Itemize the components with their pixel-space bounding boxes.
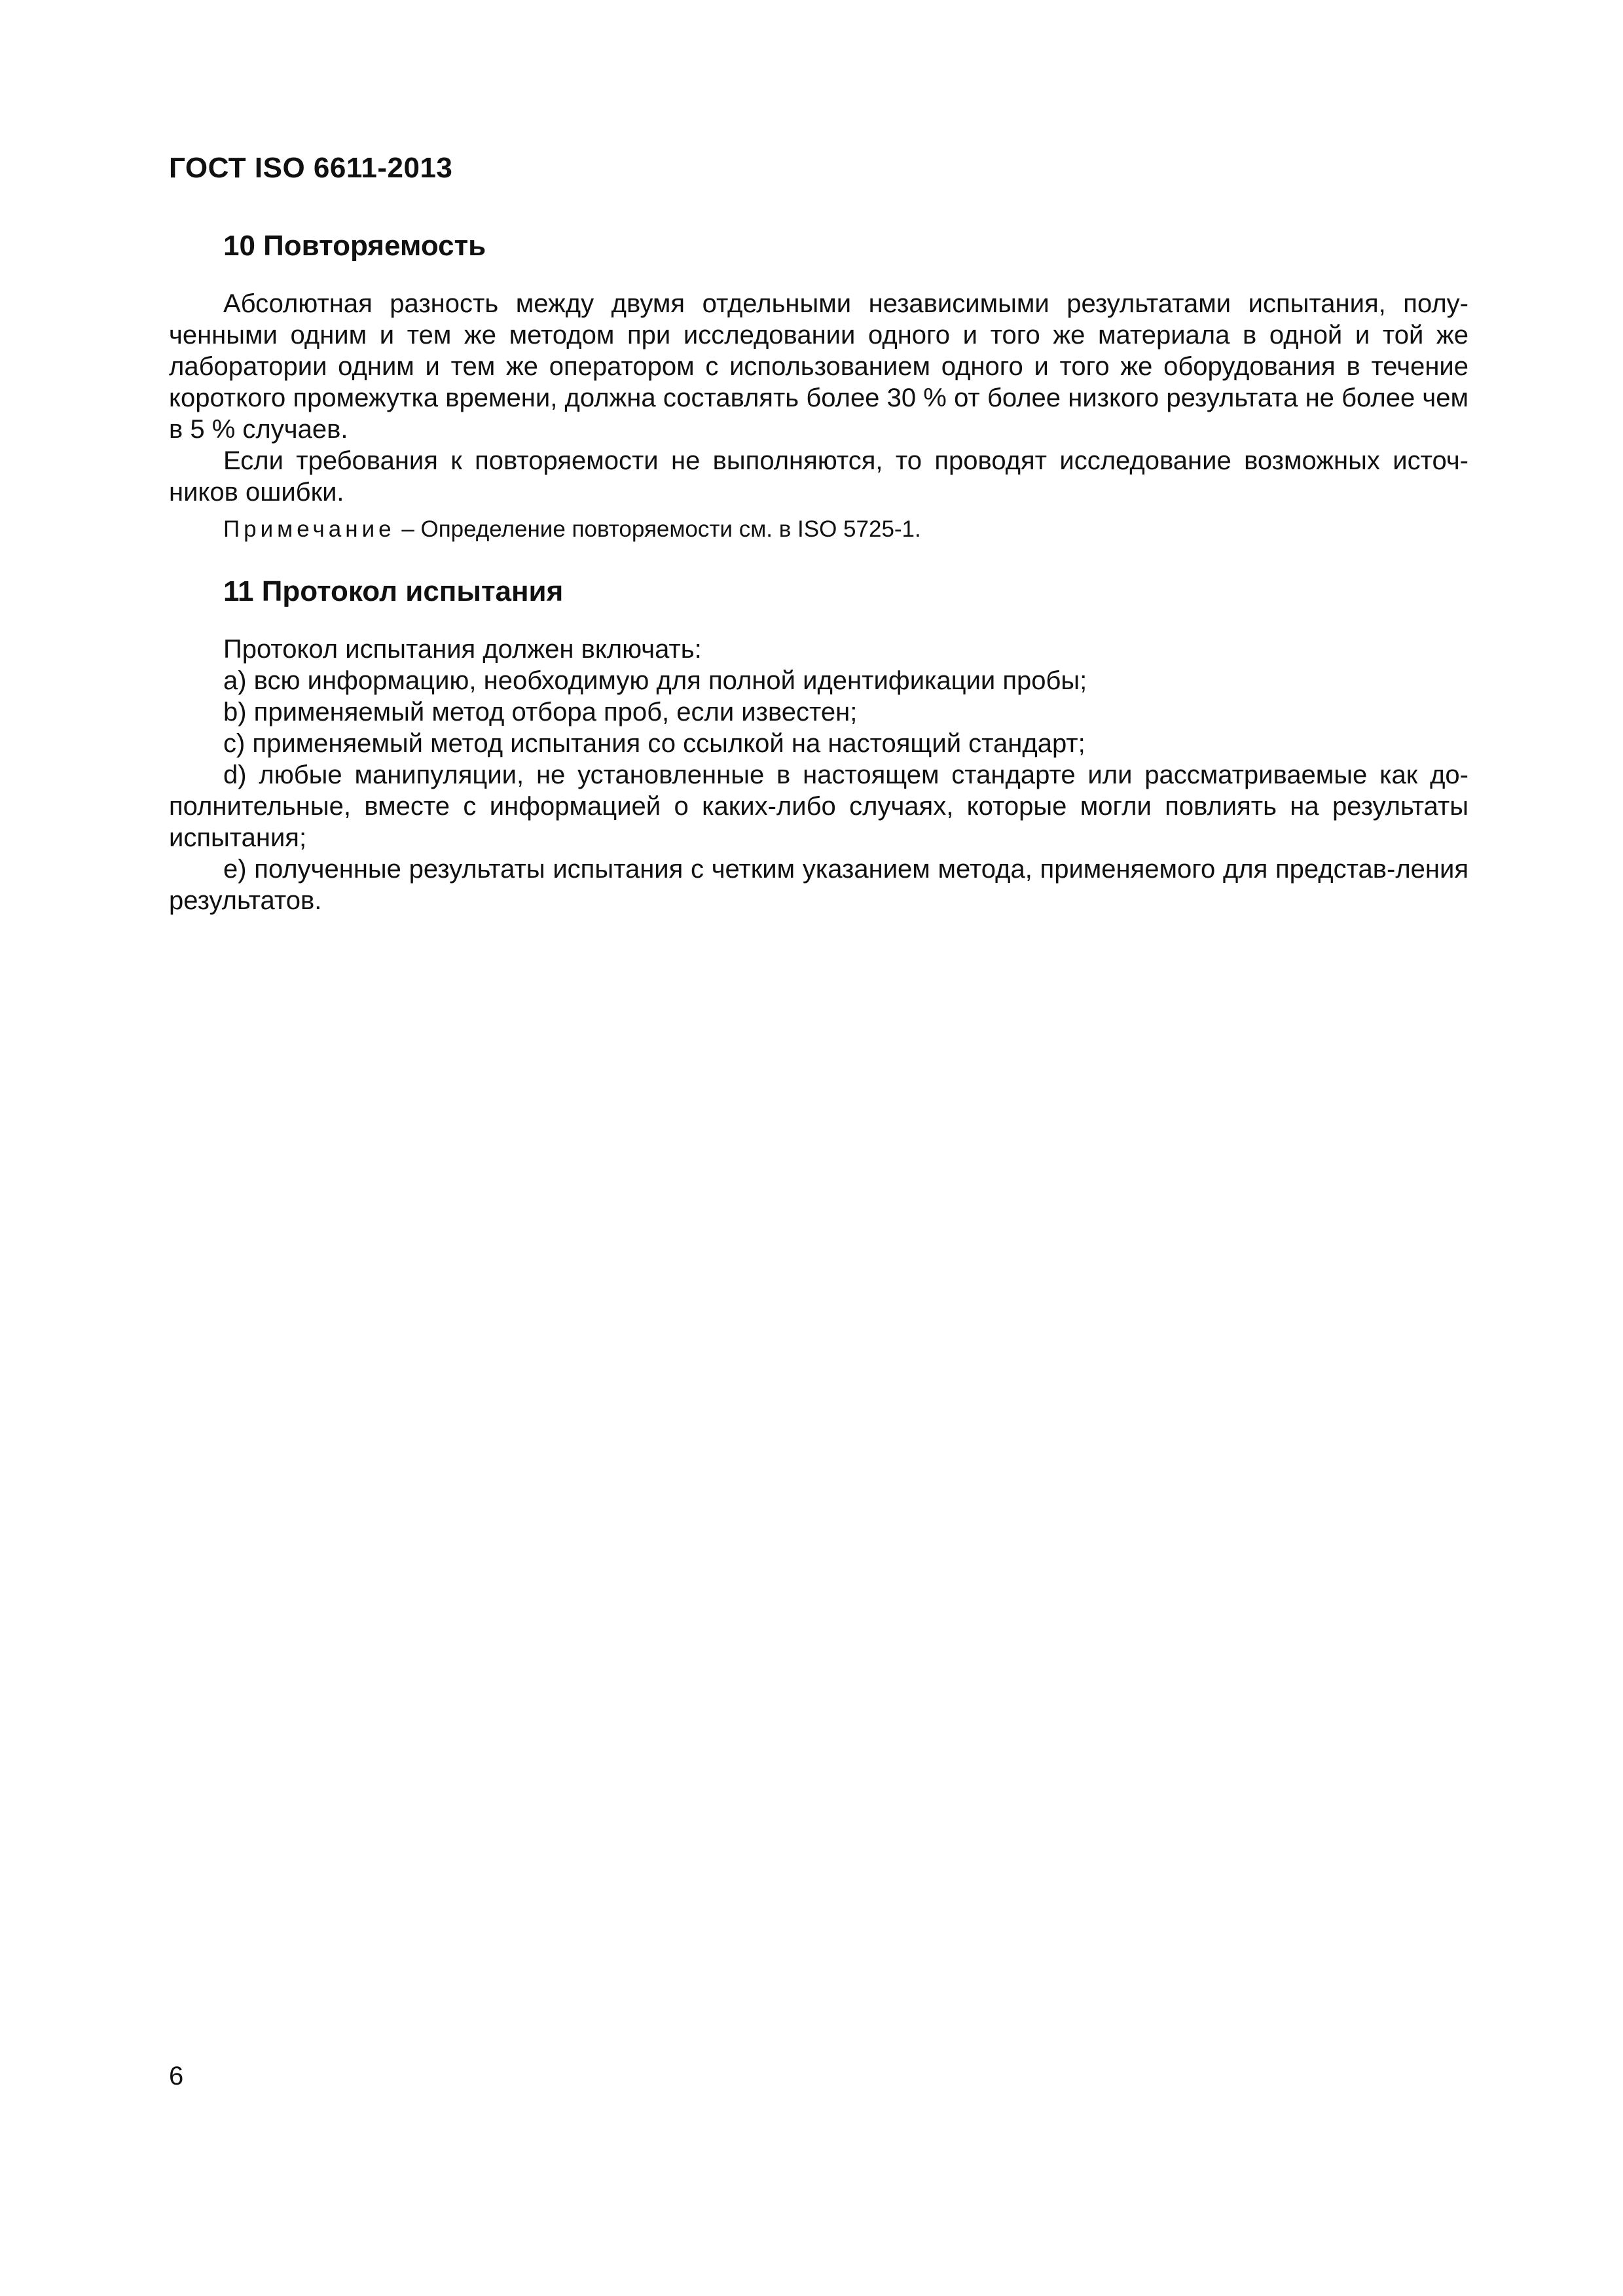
section-11-item-c: c) применяемый метод испытания со ссылкой на настоящий стандарт; xyxy=(223,729,1085,758)
note-label: Примечание xyxy=(223,516,395,542)
section-11-title: 11 Протокол испытания xyxy=(223,575,564,607)
section-10-paragraph-2: Если требования к повторяемости не выполняются, то проводят исследование возможных источ-ников ошибки. xyxy=(169,446,1468,507)
document-body xyxy=(169,229,1468,916)
section-11-item-d: d) любые манипуляции, не установленные в настоящем стандарте или рассматриваемые как до-полнительные, вместе с информацией о каких-либо случаях, которые могли повлиять на результаты испытания; xyxy=(169,761,1468,852)
section-11-item-b: b) применяемый метод отбора проб, если известен; xyxy=(223,698,858,726)
document-header: ГОСТ ISO 6611-2013 xyxy=(169,152,453,184)
section-11-item-e: e) полученные результаты испытания с четким указанием метода, применяемого для представ-ления результатов. xyxy=(169,855,1468,915)
section-10-title: 10 Повторяемость xyxy=(223,230,486,262)
page-number: 6 xyxy=(169,2062,184,2090)
section-11-item-a: a) всю информацию, необходимую для полной идентификации пробы; xyxy=(223,666,1087,695)
note-text: – Определение повторяемости см. в ISO 5725-1. xyxy=(395,516,921,542)
section-10-paragraph-1: Абсолютная разность между двумя отдельными независимыми результатами испытания, полу-ченными одним и тем же методом при исследовании одного и того же материала в одной и той же лаборатории одним и тем же оператором с использованием одного и того же оборудования в течение короткого промежутка времени, должна составлять более 30 % от более низкого результата не более чем в 5 % случаев. xyxy=(169,289,1468,444)
section-11-intro: Протокол испытания должен включать: xyxy=(223,635,702,664)
section-10-note xyxy=(169,514,1468,545)
